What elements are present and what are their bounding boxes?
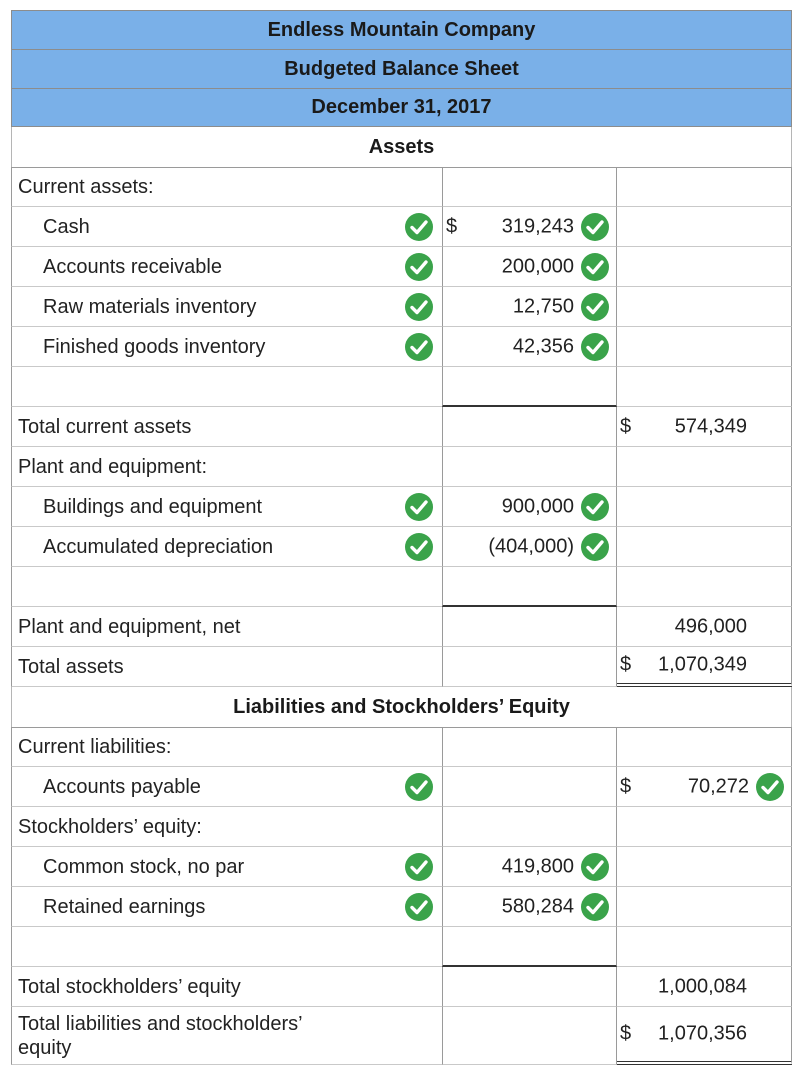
check-circle-icon xyxy=(580,532,610,562)
ar-label: Accounts receivable xyxy=(43,255,222,278)
tlse-currency: $ xyxy=(620,1022,632,1045)
tse-total-cell[interactable] xyxy=(617,967,792,1007)
common-total-cell[interactable] xyxy=(617,847,792,887)
common-value: 419,800 xyxy=(501,855,574,877)
raw-amount-cell[interactable] xyxy=(442,287,617,327)
check-circle-icon xyxy=(404,212,434,242)
tlse-total-cell[interactable] xyxy=(617,1007,792,1065)
ta-value: 1,070,349 xyxy=(658,653,747,676)
tse-amount-cell[interactable] xyxy=(442,967,617,1007)
pe-header-col3[interactable] xyxy=(617,447,792,487)
raw-total-cell[interactable] xyxy=(617,287,792,327)
fg-value: 42,356 xyxy=(512,335,574,357)
accum-dep-row xyxy=(11,527,792,567)
tca-total-cell[interactable] xyxy=(617,407,792,447)
check-circle-icon xyxy=(404,852,434,882)
total-assets-label: Total assets xyxy=(18,655,124,678)
fg-label: Finished goods inventory xyxy=(43,335,266,358)
cash-amount-cell[interactable] xyxy=(442,207,617,247)
check-circle-icon xyxy=(404,252,434,282)
tca-amount-cell[interactable] xyxy=(442,407,617,447)
blank-total-cell[interactable] xyxy=(617,367,792,407)
total-se-row xyxy=(11,967,792,1007)
fg-row xyxy=(11,327,792,367)
check-circle-icon xyxy=(404,532,434,562)
ap-currency: $ xyxy=(620,775,632,797)
blank-label-cell[interactable] xyxy=(11,927,442,967)
blank-amount-cell[interactable] xyxy=(442,367,617,407)
tlse-value: 1,070,356 xyxy=(658,1022,747,1045)
total-se-label: Total stockholders’ equity xyxy=(18,975,241,998)
check-circle-icon xyxy=(580,892,610,922)
check-circle-icon xyxy=(580,492,610,522)
pe-net-value: 496,000 xyxy=(674,615,747,637)
ar-row xyxy=(11,247,792,287)
ar-amount-cell[interactable] xyxy=(442,247,617,287)
accum-dep-value: (404,000) xyxy=(488,535,574,557)
retained-value: 580,284 xyxy=(501,895,574,917)
retained-amount-cell[interactable] xyxy=(442,887,617,927)
check-circle-icon xyxy=(404,332,434,362)
cash-total-cell[interactable] xyxy=(617,207,792,247)
ap-amount-cell[interactable] xyxy=(442,767,617,807)
blank-row xyxy=(11,367,792,407)
check-circle-icon xyxy=(580,852,610,882)
ar-value: 200,000 xyxy=(501,255,574,277)
raw-value: 12,750 xyxy=(512,295,574,317)
fg-amount-cell[interactable] xyxy=(442,327,617,367)
cash-row xyxy=(11,207,792,247)
retained-row xyxy=(11,887,792,927)
check-circle-icon xyxy=(580,292,610,322)
blank-amount-cell[interactable] xyxy=(442,567,617,607)
check-circle-icon xyxy=(404,292,434,322)
blank-row xyxy=(11,567,792,607)
blank-total-cell[interactable] xyxy=(617,567,792,607)
check-circle-icon xyxy=(580,332,610,362)
ap-label: Accounts payable xyxy=(43,775,201,798)
retained-total-cell[interactable] xyxy=(617,887,792,927)
assets-heading: Assets xyxy=(11,127,792,167)
cash-currency: $ xyxy=(446,215,458,237)
ta-currency: $ xyxy=(620,653,632,676)
common-amount-cell[interactable] xyxy=(442,847,617,887)
current-liabilities-label: Current liabilities: xyxy=(18,736,172,758)
common-label: Common stock, no par xyxy=(43,855,245,878)
cl-col3[interactable] xyxy=(617,727,792,767)
ap-total-cell[interactable] xyxy=(617,767,792,807)
pe-header-label: Plant and equipment: xyxy=(18,455,208,478)
pe-net-total-cell[interactable] xyxy=(617,607,792,647)
ta-amount-cell[interactable] xyxy=(442,647,617,687)
accum-dep-label: Accumulated depreciation xyxy=(43,535,274,558)
check-circle-icon xyxy=(580,252,610,282)
blank-label-cell[interactable] xyxy=(11,367,442,407)
tlse-amount-cell[interactable] xyxy=(442,1007,617,1065)
buildings-label: Buildings and equipment xyxy=(43,495,263,518)
pe-net-label: Plant and equipment, net xyxy=(18,615,241,638)
cash-label: Cash xyxy=(43,215,90,238)
blank-total-cell[interactable] xyxy=(617,927,792,967)
pe-header-row xyxy=(11,447,792,487)
total-lse-label: Total liabilities and stockholders’ equity xyxy=(18,1012,302,1059)
blank-label-cell[interactable] xyxy=(11,567,442,607)
statement-date: December 31, 2017 xyxy=(11,88,792,127)
buildings-row xyxy=(11,487,792,527)
current-assets-col2[interactable] xyxy=(442,167,617,207)
blank-row xyxy=(11,927,792,967)
cl-col2[interactable] xyxy=(442,727,617,767)
statement-title: Budgeted Balance Sheet xyxy=(11,49,792,88)
pe-header-col2[interactable] xyxy=(442,447,617,487)
buildings-amount-cell[interactable] xyxy=(442,487,617,527)
current-assets-col3[interactable] xyxy=(617,167,792,207)
liabilities-heading: Liabilities and Stockholders’ Equity xyxy=(11,687,792,727)
check-circle-icon xyxy=(755,772,785,802)
ta-total-cell[interactable] xyxy=(617,647,792,687)
accum-dep-amount-cell[interactable] xyxy=(442,527,617,567)
current-assets-row xyxy=(11,167,792,207)
tca-value: 574,349 xyxy=(674,415,747,437)
current-assets-label: Current assets: xyxy=(18,176,154,198)
buildings-value: 900,000 xyxy=(501,495,574,517)
total-current-assets-label: Total current assets xyxy=(18,415,192,438)
check-circle-icon xyxy=(404,892,434,922)
check-circle-icon xyxy=(580,212,610,242)
pe-net-amount-cell[interactable] xyxy=(442,607,617,647)
check-circle-icon xyxy=(404,492,434,522)
total-current-assets-row xyxy=(11,407,792,447)
pe-net-row xyxy=(11,607,792,647)
raw-row xyxy=(11,287,792,327)
buildings-total-cell[interactable] xyxy=(617,487,792,527)
fg-total-cell[interactable] xyxy=(617,327,792,367)
ap-value: 70,272 xyxy=(687,775,749,797)
ap-row xyxy=(11,767,792,807)
total-assets-row xyxy=(11,647,792,687)
raw-label: Raw materials inventory xyxy=(43,295,257,318)
se-header-row xyxy=(11,807,792,847)
check-circle-icon xyxy=(404,772,434,802)
total-lse-row xyxy=(11,1007,792,1065)
se-header-col2[interactable] xyxy=(442,807,617,847)
common-row xyxy=(11,847,792,887)
tca-currency: $ xyxy=(620,415,632,437)
blank-amount-cell[interactable] xyxy=(442,927,617,967)
retained-label: Retained earnings xyxy=(43,895,206,918)
se-header-col3[interactable] xyxy=(617,807,792,847)
balance-sheet xyxy=(11,10,792,1065)
current-liabilities-row xyxy=(11,727,792,767)
ar-total-cell[interactable] xyxy=(617,247,792,287)
se-header-label: Stockholders’ equity: xyxy=(18,815,202,838)
tse-value: 1,000,084 xyxy=(658,975,747,997)
company-name: Endless Mountain Company xyxy=(11,10,792,49)
cash-value: 319,243 xyxy=(501,215,574,237)
accum-dep-total-cell[interactable] xyxy=(617,527,792,567)
